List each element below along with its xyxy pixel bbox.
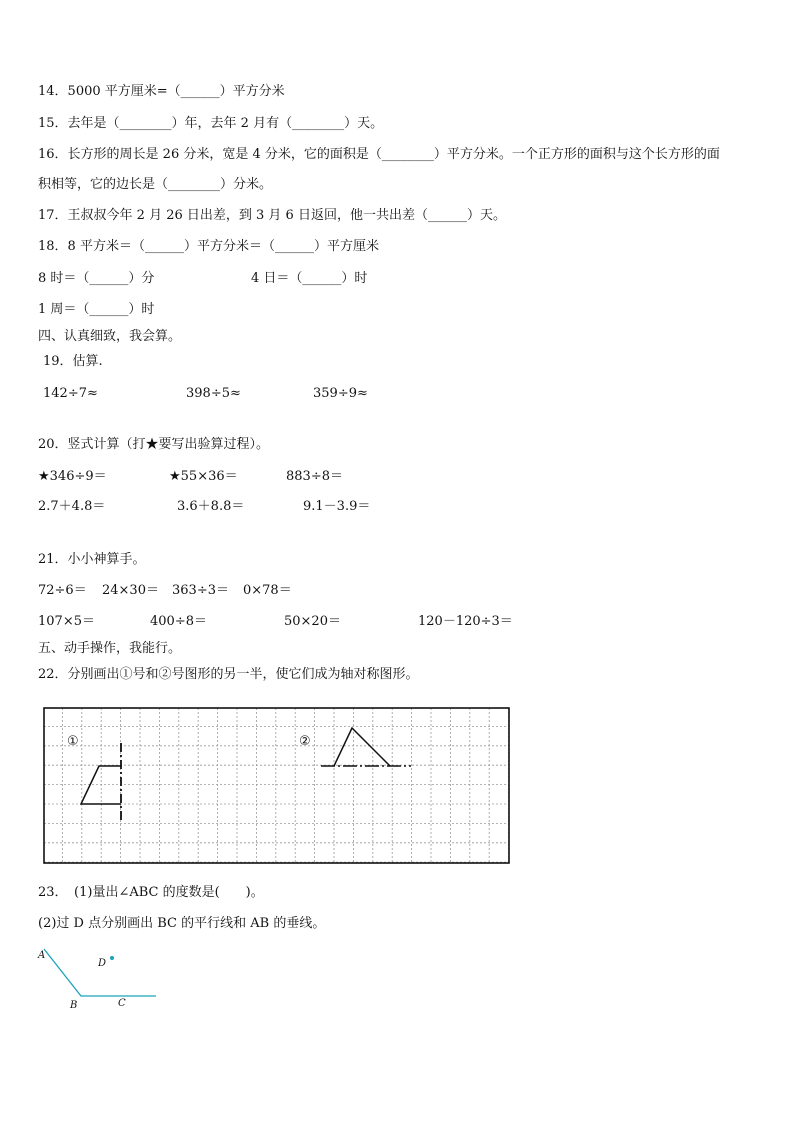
question-16-line1: 16．长方形的周长是 26 分米，宽是 4 分米，它的面积是（________）平方分米。一个正方形的面积与这个长方形的面 [38, 147, 720, 162]
calc-item: 107×5＝ [38, 614, 95, 629]
estimate-item: 359÷9≈ [313, 386, 368, 401]
angle-abc-svg [36, 945, 166, 1015]
figure-1-label: ① [67, 734, 79, 749]
symmetry-grid [43, 707, 510, 864]
grid-lines [44, 708, 509, 863]
angle-abc-figure [36, 945, 166, 1015]
estimate-item: 398÷5≈ [186, 386, 241, 401]
question-23-part1: 23． (1)量出∠ABC 的度数是( )。 [38, 885, 264, 900]
angle-abc-lines [44, 949, 156, 996]
calc-item: 0×78＝ [243, 583, 292, 598]
question-19: 19．估算. [43, 354, 103, 369]
point-b-label: B [70, 1000, 78, 1011]
calc-item: 3.6＋8.8＝ [177, 499, 245, 514]
estimate-item: 142÷7≈ [43, 386, 98, 401]
figure-2-label: ② [299, 734, 311, 749]
point-a-label: A [38, 950, 46, 961]
calc-item: 120－120÷3＝ [418, 614, 513, 629]
question-18-line3: 1 周＝（______）时 [38, 302, 155, 317]
figure-2-shape [334, 728, 390, 766]
calc-item: 2.7＋4.8＝ [38, 499, 106, 514]
grid-border [44, 708, 509, 863]
point-c-label: C [118, 998, 126, 1009]
calc-item: ★55×36＝ [169, 469, 238, 484]
section-4-title: 四、认真细致，我会算。 [38, 329, 182, 344]
calc-item: 9.1－3.9＝ [303, 499, 371, 514]
question-15: 15．去年是（________）年，去年 2 月有（________）天。 [38, 116, 384, 131]
calc-item: 363÷3＝ [172, 583, 229, 598]
question-22: 22．分别画出①号和②号图形的另一半，使它们成为轴对称图形。 [38, 667, 419, 682]
question-16-line2: 积相等，它的边长是（________）分米。 [38, 177, 273, 192]
grid-figure [43, 707, 510, 864]
calc-item: 400÷8＝ [150, 614, 207, 629]
question-17: 17．王叔叔今年 2 月 26 日出差，到 3 月 6 日返回，他一共出差（______）天。 [38, 208, 506, 223]
days-to-hours: 4 日＝（______）时 [251, 271, 368, 286]
point-d-label: D [98, 958, 107, 969]
hours-to-minutes: 8 时＝（______）分 [38, 271, 155, 286]
calc-item: 50×20＝ [284, 614, 341, 629]
question-14: 14．5000 平方厘米=（______）平方分米 [38, 84, 285, 99]
section-5-title: 五、动手操作，我能行。 [38, 641, 182, 656]
calc-item: ★346÷9＝ [38, 469, 107, 484]
calc-item: 883÷8＝ [286, 469, 343, 484]
question-20: 20．竖式计算（打★要写出验算过程）。 [38, 437, 270, 452]
question-21: 21．小小神算手。 [38, 552, 146, 567]
calc-item: 72÷6＝ [38, 583, 87, 598]
question-18-line1: 18．8 平方米＝（______）平方分米＝（______）平方厘米 [38, 239, 379, 254]
calc-item: 24×30＝ [102, 583, 159, 598]
point-d-dot [110, 956, 114, 960]
question-23-part2: (2)过 D 点分别画出 BC 的平行线和 AB 的垂线。 [38, 916, 326, 931]
